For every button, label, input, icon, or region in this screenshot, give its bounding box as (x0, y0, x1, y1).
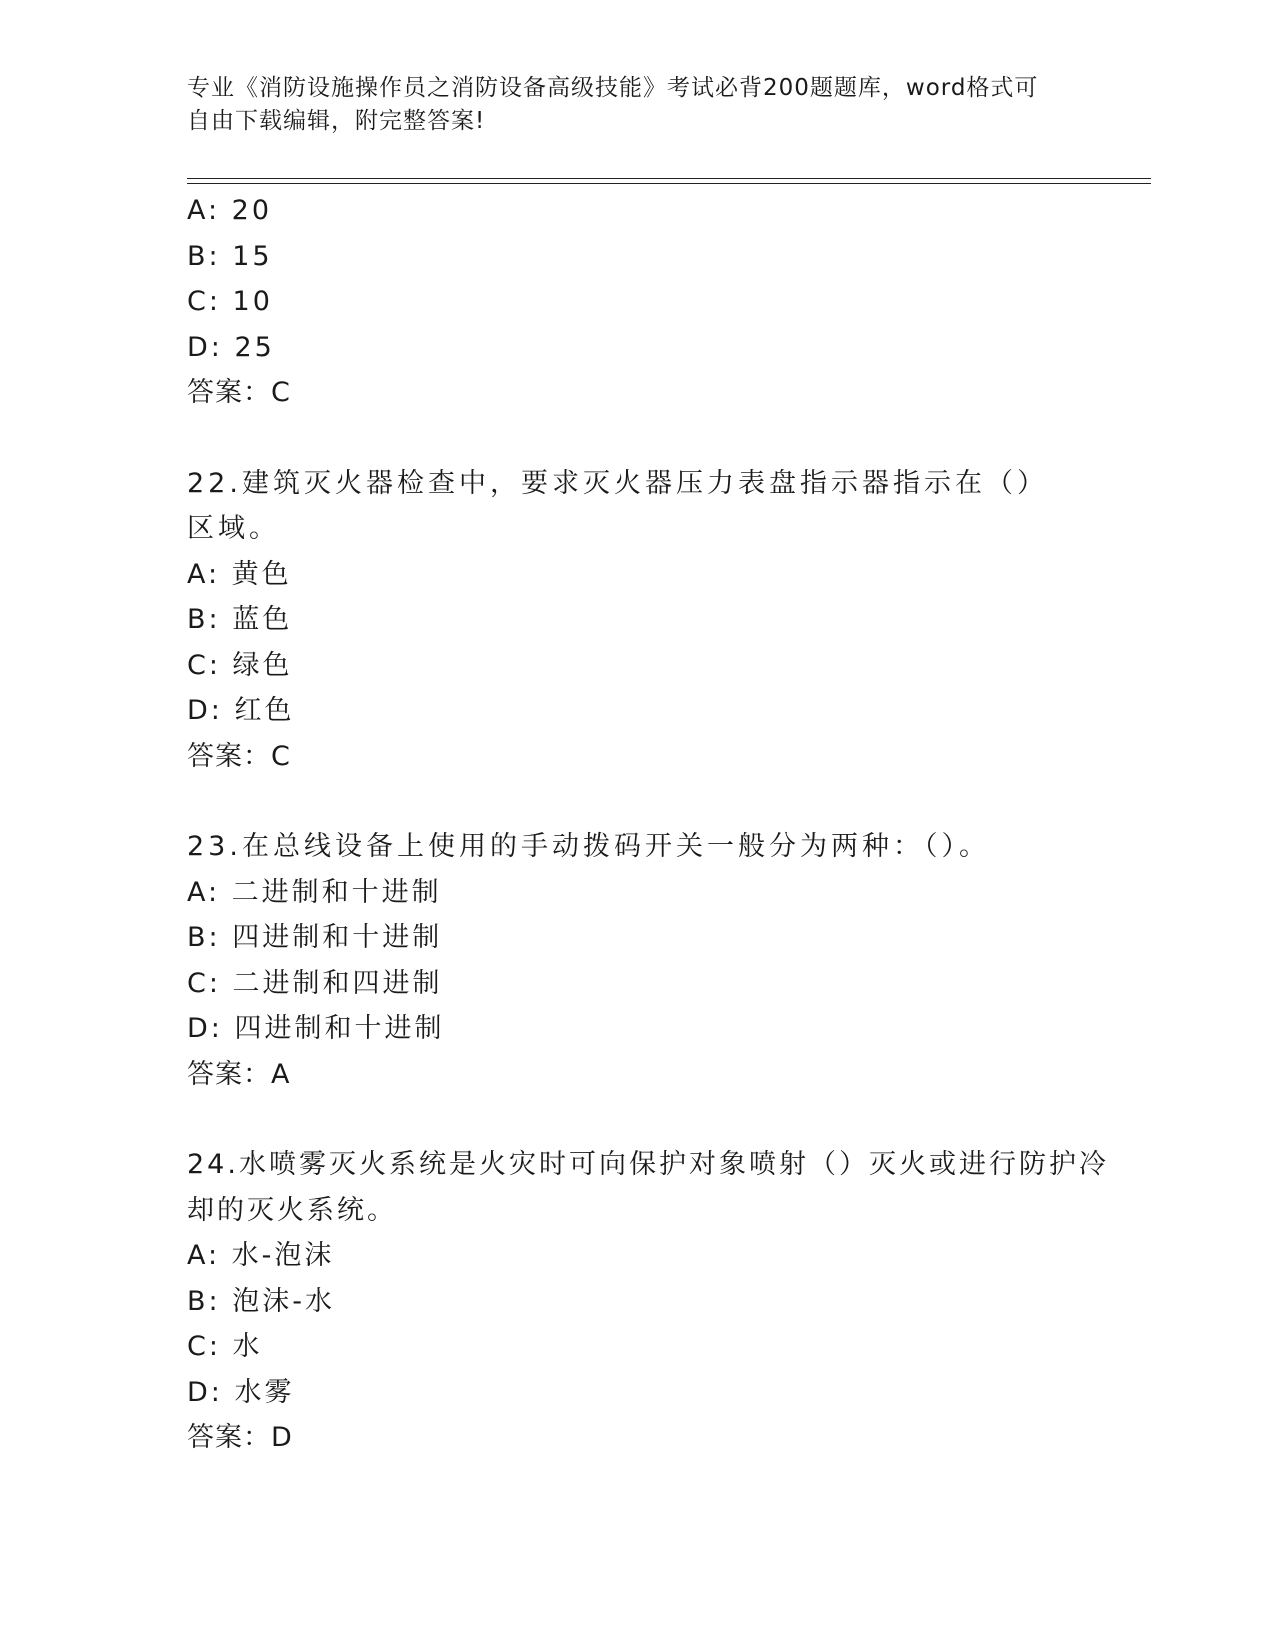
answer-line: 答案：A (187, 1058, 291, 1090)
question-list (187, 188, 1109, 1461)
answer-line: 答案：C (187, 377, 291, 408)
header-title-line2: 自由下载编辑，附完整答案! (187, 108, 486, 134)
question-stem-line2: 却的灭火系统。 (187, 1194, 397, 1226)
question-stem-line1: 24.水喷雾灭火系统是火灾时可向保护对象喷射（）灭火或进行防护冷 (187, 1149, 1109, 1180)
option-c: C: 水 (187, 1331, 263, 1362)
answer-line: 答案：C (187, 740, 291, 772)
question-spacer (187, 416, 1087, 461)
header-divider-top (187, 178, 1151, 179)
option-b: B: 蓝色 (187, 604, 293, 635)
option-b: B: 四进制和十进制 (187, 922, 443, 953)
option-d: D: 四进制和十进制 (187, 1013, 445, 1044)
option-d: D: 红色 (187, 695, 295, 726)
question-spacer (187, 779, 1087, 824)
option-a: A: 水-泡沫 (187, 1240, 335, 1271)
question-21 (187, 188, 1087, 416)
question-24 (187, 1142, 1109, 1461)
answer-line: 答案：D (187, 1422, 293, 1453)
question-stem: 22.建筑灭火器检查中，要求灭火器压力表盘指示器指示在（）区域。 (187, 467, 1048, 544)
option-b: B: 泡沫-水 (187, 1285, 335, 1317)
header-title-line1: 专业《消防设施操作员之消防设备高级技能》考试必背200题题库，word格式可 (187, 75, 1039, 101)
question-23 (187, 824, 1087, 1097)
option-d: D: 25 (187, 331, 275, 363)
option-a: A: 二进制和十进制 (187, 876, 442, 908)
option-a: A: 20 (187, 195, 273, 226)
question-22 (187, 461, 1087, 780)
option-d: D: 水雾 (187, 1376, 295, 1408)
option-b: B: 15 (187, 240, 273, 272)
header-divider-bottom (187, 183, 1151, 184)
option-c: C: 绿色 (187, 649, 293, 681)
document-header (187, 72, 1067, 138)
option-c: C: 10 (187, 286, 273, 317)
question-stem: 23.在总线设备上使用的手动拨码开关一般分为两种：（）。 (187, 831, 990, 862)
option-a: A: 黄色 (187, 558, 292, 590)
option-c: C: 二进制和四进制 (187, 967, 443, 999)
question-spacer (187, 1097, 1087, 1142)
